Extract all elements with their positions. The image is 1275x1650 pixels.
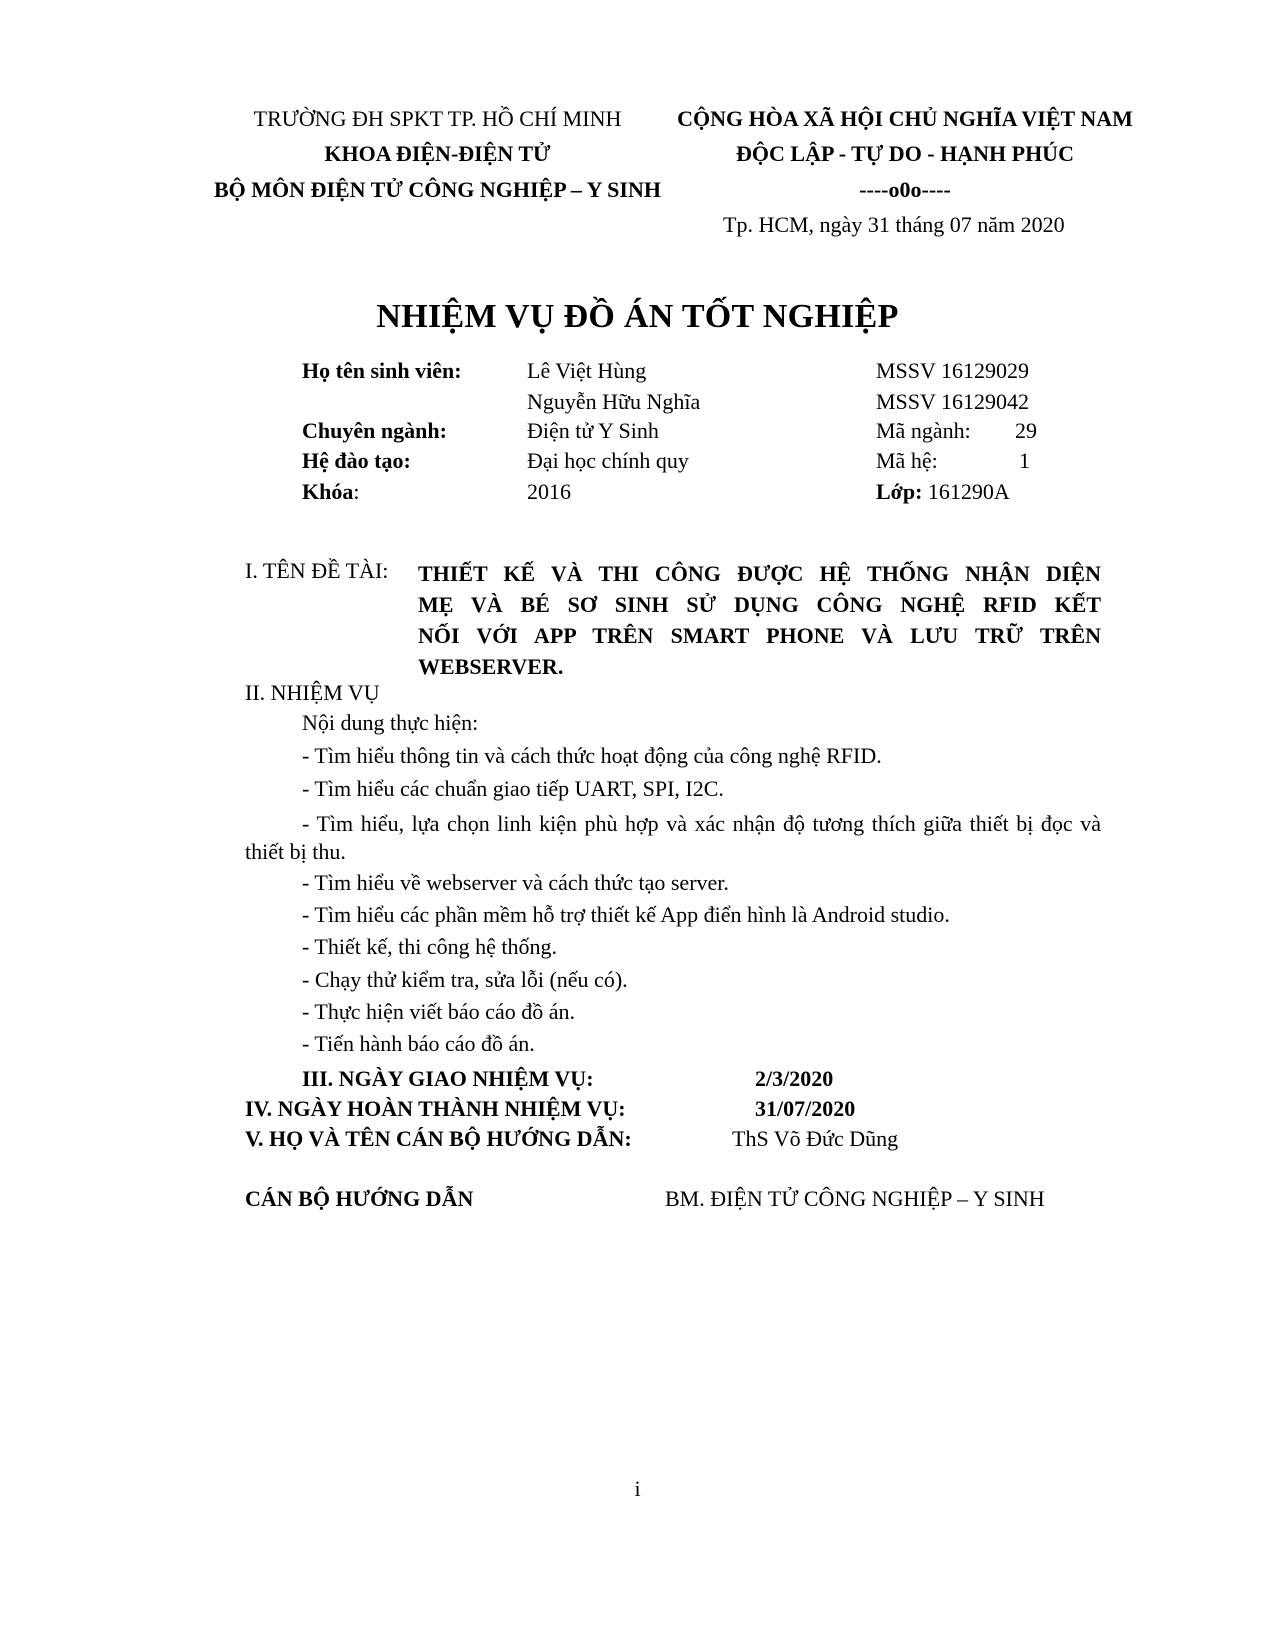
student-label: Họ tên sinh viên: bbox=[302, 358, 462, 383]
task-item-8: - Thực hiện viết báo cáo đồ án. bbox=[302, 999, 575, 1024]
student-name-2: Nguyễn Hữu Nghĩa bbox=[527, 389, 701, 414]
class-label: Lớp: bbox=[876, 479, 923, 504]
major-code-value: 29 bbox=[1015, 418, 1037, 443]
header-separator: ----o0o---- bbox=[859, 177, 951, 202]
national-motto: ĐỘC LẬP - TỰ DO - HẠNH PHÚC bbox=[736, 141, 1074, 166]
training-label: Hệ đào tạo: bbox=[302, 448, 411, 473]
task-item-3: - Tìm hiểu, lựa chọn linh kiện phù hợp và xác nhận độ tương thích giữa thiết bị đọc và thiết bị thu. bbox=[245, 811, 1101, 864]
class-row bbox=[876, 479, 1010, 505]
class-value: 161290A bbox=[922, 479, 1010, 504]
student-name-1: Lê Việt Hùng bbox=[527, 358, 647, 383]
course-value: 2016 bbox=[527, 479, 571, 504]
topic-line-3: NỐI VỚI APP TRÊN SMART PHONE VÀ LƯU TRỮ TRÊN bbox=[418, 623, 1101, 648]
complete-date-value: 31/07/2020 bbox=[755, 1096, 856, 1121]
department-name: BỘ MÔN ĐIỆN TỬ CÔNG NGHIỆP – Y SINH bbox=[214, 177, 661, 202]
task-item-9: - Tiến hành báo cáo đồ án. bbox=[302, 1031, 535, 1056]
training-value: Đại học chính quy bbox=[527, 448, 689, 473]
tasks-label: II. NHIỆM VỤ bbox=[245, 680, 380, 705]
task-item-7: - Chạy thử kiểm tra, sửa lỗi (nếu có). bbox=[302, 967, 628, 992]
page-number: i bbox=[634, 1476, 641, 1501]
course-label: Khóa bbox=[302, 479, 354, 504]
topic-line-2: MẸ VÀ BÉ SƠ SINH SỬ DỤNG CÔNG NGHỆ RFID KẾT bbox=[418, 592, 1101, 617]
advisor-signature-label: CÁN BỘ HƯỚNG DẪN bbox=[245, 1186, 474, 1211]
training-code-label: Mã hệ: bbox=[876, 448, 938, 473]
document-date: Tp. HCM, ngày 31 tháng 07 năm 2020 bbox=[723, 212, 1065, 237]
course-colon: : bbox=[353, 479, 360, 504]
major-code-label: Mã ngành: bbox=[876, 418, 971, 443]
complete-date-label: IV. NGÀY HOÀN THÀNH NHIỆM VỤ: bbox=[245, 1096, 626, 1121]
task-item-2: - Tìm hiểu các chuẩn giao tiếp UART, SPI, I2C. bbox=[302, 776, 724, 801]
training-code-value: 1 bbox=[1019, 448, 1030, 473]
student-mssv-2: MSSV 16129042 bbox=[876, 389, 1030, 414]
assign-date-label: III. NGÀY GIAO NHIỆM VỤ: bbox=[302, 1066, 594, 1091]
department-signature-label: BM. ĐIỆN TỬ CÔNG NGHIỆP – Y SINH bbox=[665, 1186, 1045, 1211]
major-value: Điện tử Y Sinh bbox=[527, 418, 659, 443]
faculty-name: KHOA ĐIỆN-ĐIỆN TỬ bbox=[324, 141, 551, 166]
page-title: NHIỆM VỤ ĐỒ ÁN TỐT NGHIỆP bbox=[376, 298, 899, 335]
assign-date-value: 2/3/2020 bbox=[755, 1066, 834, 1091]
topic-title bbox=[418, 558, 1101, 682]
topic-line-4: WEBSERVER. bbox=[418, 654, 564, 679]
nation-name: CỘNG HÒA XÃ HỘI CHỦ NGHĨA VIỆT NAM bbox=[677, 106, 1133, 131]
topic-label: I. TÊN ĐỀ TÀI: bbox=[245, 558, 389, 583]
task-item-4: - Tìm hiểu về webserver và cách thức tạo server. bbox=[302, 870, 729, 895]
advisor-label: V. HỌ VÀ TÊN CÁN BỘ HƯỚNG DẪN: bbox=[245, 1126, 632, 1151]
major-label: Chuyên ngành: bbox=[302, 418, 447, 443]
topic-line-1: THIẾT KẾ VÀ THI CÔNG ĐƯỢC HỆ THỐNG NHẬN DIỆN bbox=[418, 561, 1101, 586]
task-item-6: - Thiết kế, thi công hệ thống. bbox=[302, 934, 557, 959]
task-item-5: - Tìm hiểu các phần mềm hỗ trợ thiết kế App điển hình là Android studio. bbox=[302, 902, 950, 927]
tasks-intro: Nội dung thực hiện: bbox=[302, 710, 479, 735]
advisor-name: ThS Võ Đức Dũng bbox=[732, 1126, 899, 1151]
task-item-1: - Tìm hiểu thông tin và cách thức hoạt động của công nghệ RFID. bbox=[302, 743, 882, 768]
school-name: TRƯỜNG ĐH SPKT TP. HỒ CHÍ MINH bbox=[253, 106, 622, 131]
course-label-row bbox=[302, 479, 359, 505]
student-mssv-1: MSSV 16129029 bbox=[876, 358, 1030, 383]
